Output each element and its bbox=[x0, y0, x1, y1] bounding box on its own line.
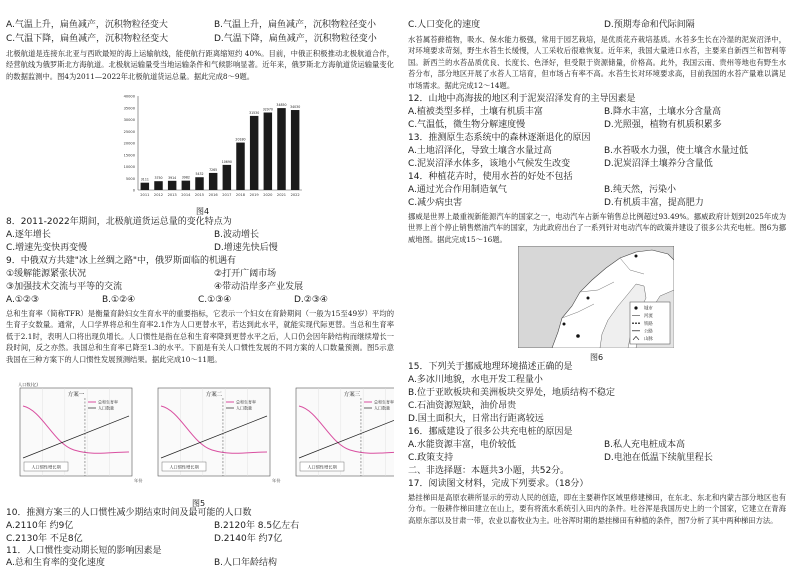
q12-option-a: A.植被类型多样，土壤有机质丰富 bbox=[408, 107, 543, 117]
bar bbox=[250, 116, 258, 190]
bar bbox=[195, 177, 203, 190]
q14-option-c: C.减少病虫害 bbox=[408, 198, 463, 208]
legend-label-population: 人口数量 bbox=[374, 405, 390, 411]
q8-option-d: D.增速先快后慢 bbox=[214, 243, 278, 253]
q9-item-3: ③加强技术交流与平等的交流 bbox=[6, 282, 123, 292]
q12-option-d: D.光照强，植物有机质积累多 bbox=[604, 120, 722, 130]
q15-stem: 15．下列关于挪威地理环境描述正确的是 bbox=[408, 362, 573, 372]
panel-title: 方案三 bbox=[343, 392, 361, 398]
figure-5-caption: 图5 bbox=[192, 499, 206, 508]
legend-label: 公路 bbox=[644, 329, 653, 335]
bar-value-label: 34850 bbox=[276, 103, 287, 108]
bar bbox=[264, 113, 272, 190]
q9-choice-a: A.①②③ bbox=[6, 295, 40, 305]
q14-stem: 14．种植花卉时，使用水苔的好处不包括 bbox=[408, 172, 573, 182]
bar bbox=[209, 173, 217, 190]
x-tick-label: 2014 bbox=[181, 193, 191, 197]
x-axis-label: 年份 bbox=[272, 478, 281, 483]
q9-item-2: ②打开广阔市场 bbox=[214, 269, 277, 279]
legend-label-population: 人口数量 bbox=[98, 405, 114, 411]
x-tick-label: 2021 bbox=[276, 193, 287, 197]
x-tick-label: 2022 bbox=[290, 193, 300, 197]
bar bbox=[141, 183, 149, 190]
q10-stem: 10．推测方案三的人口惯性减少期结束时间及最可能的人口数 bbox=[6, 508, 252, 518]
legend-label-fertility: 总和生育率 bbox=[374, 399, 394, 405]
y-axis-label: 人口数(亿) bbox=[18, 382, 39, 387]
panel-title: 方案二 bbox=[205, 392, 223, 398]
q8-option-a: A.逐年增长 bbox=[6, 230, 51, 240]
figure-5-population-projections bbox=[6, 378, 394, 496]
legend-label-fertility: 总和生育率 bbox=[98, 399, 118, 405]
q9-item-4: ④带动沿岸多产业发展 bbox=[214, 282, 304, 292]
q13-option-c: C.泥炭沼泽水体多，该地小气候发生改变 bbox=[408, 159, 571, 169]
bar-value-label: 5432 bbox=[195, 172, 204, 177]
y-tick-label: 10000 bbox=[123, 165, 135, 169]
y-tick-label: 0 bbox=[132, 188, 135, 193]
q12-option-c: C.气温低，微生物分解速度慢 bbox=[408, 120, 526, 130]
q9-choice-b: B.①②④ bbox=[102, 295, 136, 305]
q11-option-b: B.人口年龄结构 bbox=[214, 558, 278, 568]
q13-stem: 13．推测原生态系统中的森林逐渐退化的原因 bbox=[408, 133, 591, 143]
y-tick-label: 40000 bbox=[123, 94, 135, 99]
q9-choice-d: D.②③④ bbox=[294, 295, 328, 305]
legend-symbol-city bbox=[634, 306, 637, 309]
legend-label-fertility: 总和生育率 bbox=[236, 399, 256, 405]
q11-option-a: A.总和生育率的变化速度 bbox=[6, 558, 105, 568]
x-tick-label: 2015 bbox=[194, 193, 205, 197]
q15-option-b: B.位于亚欧板块和美洲板块交界处，地质结构不稳定 bbox=[408, 388, 616, 398]
q11-option-d: D.预期寿命和代际间隔 bbox=[604, 20, 695, 30]
figure-6-norway-map bbox=[518, 246, 674, 348]
q9-choice-c: C.①③④ bbox=[198, 295, 232, 305]
q15-option-a: A.多冰川地貌，水电开发工程量小 bbox=[408, 375, 543, 385]
legend-label: 城市 bbox=[644, 306, 653, 312]
bar-value-label: 10690 bbox=[221, 159, 232, 164]
q16-option-c: C.政策支持 bbox=[408, 453, 454, 463]
bar-value-label: 3750 bbox=[154, 176, 163, 181]
x-axis-label: 年份 bbox=[134, 478, 143, 483]
section-2-heading: 二、非选择题：本题共3小题，共52分。 bbox=[408, 466, 570, 476]
bar-value-label: 3982 bbox=[181, 175, 190, 180]
bar-value-label: 20180 bbox=[235, 137, 246, 142]
x-tick-label: 2011 bbox=[140, 193, 150, 197]
q7-option-a: A.气温上升，扁鱼减产，沉积物粒径变大 bbox=[6, 20, 168, 30]
q8-stem: 8．2011-2022年期间，北极航道货运总量的变化特点为 bbox=[6, 217, 232, 227]
passage-fertility-rate: 总和生育率（简称TFR）是衡量育龄妇女生育水平的重要指标，它表示一个妇女在育龄期间（一般为15至49岁）平均的生育子女数量。通常，人口学界将总和生育率2.1作为人口更替水平，若达到此水平，就能实现代际更替。当总和生育率低于2.1时，表明人口将出现负增长。人口惯性是指在总和生育率降到更替水平之后，人口仍会因年龄结构而继续增长一段时间，反之亦然。我国总和生育率已降至1.3的水平。下面是有关人口惯性发展的不同方案的人口数量预测。图5示意我国在三种方案下的人口惯性发展预测结果。据此完成10～11题。 bbox=[6, 309, 394, 364]
q16-option-a: A.水能资源丰富，电价较低 bbox=[408, 440, 516, 450]
x-tick-label: 2018 bbox=[235, 193, 246, 197]
bar bbox=[236, 143, 244, 190]
q14-option-a: A.通过光合作用制造氧气 bbox=[408, 185, 507, 195]
bar bbox=[291, 110, 299, 190]
bar bbox=[277, 108, 285, 190]
x-tick-label: 2017 bbox=[222, 193, 232, 197]
bar bbox=[154, 181, 162, 190]
bar-value-label: 3111 bbox=[140, 177, 149, 182]
inertia-label: 人口惯性增长期 bbox=[169, 464, 199, 470]
figure-4-bar-chart bbox=[106, 86, 306, 204]
q16-option-b: B.私人充电桩成本高 bbox=[604, 440, 686, 450]
q15-option-d: D.国土面积大，日常出行距离较远 bbox=[408, 414, 544, 424]
q9-item-1: ①缓解能源紧张状况 bbox=[6, 269, 87, 279]
legend-label-population: 人口数量 bbox=[236, 405, 252, 411]
bar bbox=[223, 165, 231, 190]
passage-arctic-shipping: 北极航道是连接东北亚与西欧最短的海上运输航线，能使航行距离缩短约 40%。目前，中俄正积极推动北极航道合作，经营航线为俄罗斯北方海航道。北极航运输量受当地运输条件和气候影响显著。近年来，俄罗斯北方海航道货运输量变化的数据监测中。图4为2011—2022年北极航道货运总量。据此完成8～9题。 bbox=[6, 49, 394, 81]
y-tick-label: 20000 bbox=[123, 141, 135, 146]
inertia-label: 人口惯性增长期 bbox=[31, 464, 61, 470]
q14-option-b: B.纯天然，污染小 bbox=[604, 185, 677, 195]
q11-stem: 11．人口惯性变动期长短的影响因素是 bbox=[6, 546, 162, 556]
panel-title: 方案一 bbox=[67, 392, 85, 398]
q10-option-a: A.2110年 约9亿 bbox=[6, 521, 74, 531]
x-tick-label: 2012 bbox=[153, 193, 164, 197]
x-tick-label: 2020 bbox=[263, 193, 273, 197]
y-tick-label: 35000 bbox=[123, 106, 135, 111]
legend-label: 铁路 bbox=[644, 321, 653, 327]
q17-stem: 17．阅读图文材料，完成下列要求。（18分） bbox=[408, 479, 589, 489]
q15-option-c: C.石油资源短缺，油价昂贵 bbox=[408, 401, 517, 411]
q14-option-d: D.有机质丰富，提高肥力 bbox=[604, 198, 704, 208]
q7-option-b: B.气温上升，扁鱼减产，沉积物粒径变小 bbox=[214, 20, 377, 30]
passage-norway-ev: 挪威是世界上最重视新能源汽车的国家之一，电动汽车占新车销售总比例超过93.49%。挪威政府计划到2025年成为世界上首个停止销售燃油汽车的国家，为此政府出台了一系列针对电动汽车的政策并建设了很多公共充电桩。图6为挪威地图。据此完成15～16题。 bbox=[408, 212, 786, 244]
q13-option-a: A.土地沼泽化，导致土壤含水量过高 bbox=[408, 146, 552, 156]
passage-terraces: 悬挂梯田是高原农耕所显示的劳动人民的创造，即在主要耕作区域里修建梯田，在东北、东北和内蒙古部分地区也有分布。一般耕作梯田建立在山上，要有将流水系统引入田内的条件。吐谷浑是我国历史上的一个国家，它建立在青海高原东部以及甘肃一带，农业以畜牧业为主。吐谷浑时期的悬挂梯田有种植的条件，图7分析了其中两种梯田方法。 bbox=[408, 493, 786, 525]
y-tick-label: 15000 bbox=[123, 153, 135, 158]
x-tick-label: 2019 bbox=[249, 193, 259, 197]
q8-option-b: B.波动增长 bbox=[214, 230, 260, 240]
q16-option-d: D.电池在低温下续航里程长 bbox=[604, 453, 713, 463]
bar bbox=[182, 181, 190, 190]
inertia-label: 人口惯性增长期 bbox=[307, 464, 337, 470]
q7-option-d: D.气温下降，扁鱼减产，沉积物粒径变小 bbox=[214, 34, 377, 44]
legend-label: 河流 bbox=[644, 314, 653, 320]
y-tick-label: 5000 bbox=[125, 176, 135, 181]
q12-stem: 12．山地中高海拔的地区利于泥炭沼泽发育的主导因素是 bbox=[408, 94, 636, 104]
x-tick-label: 2013 bbox=[167, 193, 177, 197]
legend-label: 山脉 bbox=[644, 337, 653, 342]
q13-option-d: D.泥炭沼泽土壤养分含量低 bbox=[604, 159, 713, 169]
q10-option-b: B.2120年 8.5亿左右 bbox=[214, 521, 300, 531]
q12-option-b: B.降水丰富，土壤水分含量高 bbox=[604, 107, 722, 117]
figure-4-caption: 图4 bbox=[196, 207, 210, 216]
q10-option-c: C.2130年 不足8亿 bbox=[6, 534, 83, 544]
y-tick-label: 25000 bbox=[123, 129, 135, 134]
bar-value-label: 32970 bbox=[262, 107, 273, 112]
q13-option-b: B.水苔吸水力强，使土壤含水量过低 bbox=[604, 146, 749, 156]
figure-6-caption: 图6 bbox=[590, 353, 604, 362]
bar-value-label: 34030 bbox=[290, 105, 301, 110]
q16-stem: 16．挪威建设了很多公共充电桩的原因是 bbox=[408, 427, 573, 437]
bar bbox=[168, 181, 176, 190]
bar-value-label: 7265 bbox=[209, 167, 218, 172]
bar-value-label: 3914 bbox=[168, 175, 177, 180]
q9-stem: 9．中俄双方共建"冰上丝绸之路"中，俄罗斯面临的机遇有 bbox=[6, 256, 237, 266]
x-tick-label: 2016 bbox=[208, 193, 218, 197]
q11-option-c: C.人口变化的速度 bbox=[408, 20, 481, 30]
y-tick-label: 30000 bbox=[123, 118, 135, 122]
q8-option-c: C.增速先变快再变慢 bbox=[6, 243, 88, 253]
passage-sphagnum: 水苔属苔藓植物，吸水、保水能力极强，常用于园艺栽培，是优质花卉栽培基质。水苔多生长在冷湿的泥炭沼泽中，对环境要求苛刻，野生水苔生长缓慢，人工采收后很难恢复。近年来，我国大量进口水苔，主要来自新西兰和智利等国。新西兰的水苔品质优良、长度长、色泽好，但受限于资源储量，价格高。此外，我国云南、贵州等地也有野生水苔分布，部分地区开展了水苔人工培育，但市场占有率不高。水苔生长对环境要求高，目前我国的水苔产量难以满足市场需求。据此完成12～14题。 bbox=[408, 35, 786, 90]
q10-option-d: D.2140年 约7亿 bbox=[214, 534, 283, 544]
q7-option-c: C.气温下降，扁鱼减产，沉积物粒径变大 bbox=[6, 34, 169, 44]
bar-value-label: 31530 bbox=[249, 110, 260, 115]
